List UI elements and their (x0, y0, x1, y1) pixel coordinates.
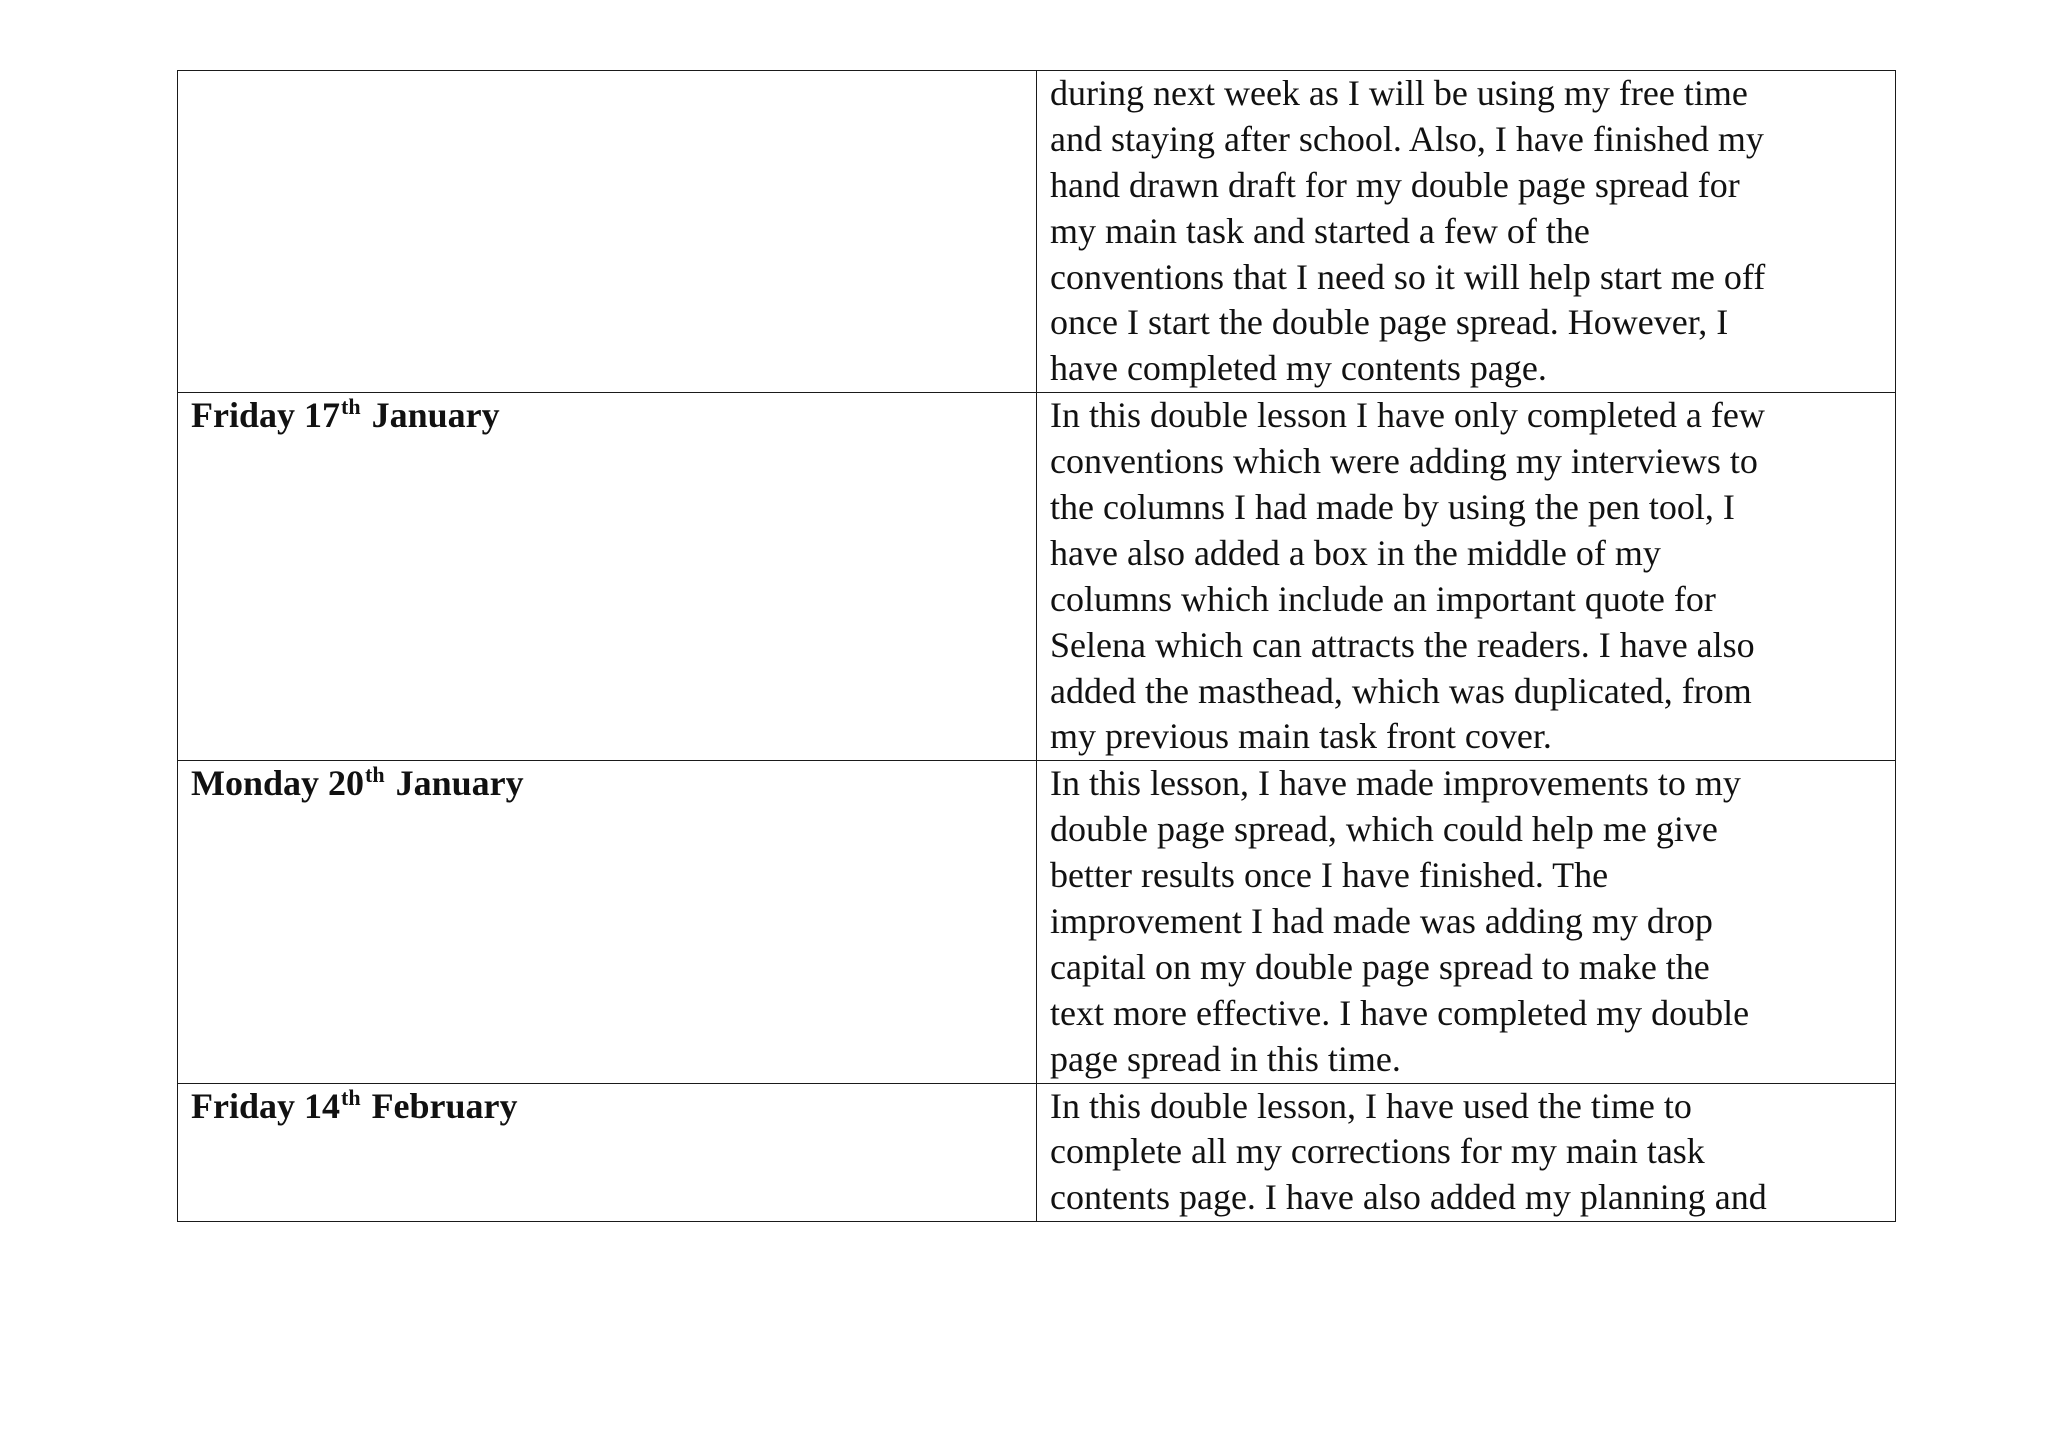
entry-line: columns which include an important quote for (1050, 578, 1716, 619)
date-cell (178, 761, 1037, 1083)
entry-line: improvement I had made was adding my drop (1050, 901, 1713, 942)
entry-line: and staying after school. Also, I have finished my (1050, 118, 1764, 159)
entry-cell (1037, 393, 1896, 761)
table-row (178, 393, 1896, 761)
entry-date: Monday 20th January (191, 762, 524, 804)
entry-line: conventions that I need so it will help start me off (1050, 256, 1766, 297)
entry-line: my previous main task front cover. (1050, 716, 1552, 757)
date-cell (178, 393, 1037, 761)
entry-line: capital on my double page spread to make the (1050, 946, 1710, 987)
entry-line: In this double lesson, I have used the time to (1050, 1085, 1692, 1126)
table-row (178, 761, 1896, 1083)
lesson-log-table (177, 70, 1896, 1222)
table-row (178, 1083, 1896, 1222)
date-cell (178, 1083, 1037, 1222)
entry-line: during next week as I will be using my free time (1050, 73, 1748, 113)
entry-line: page spread in this time. (1050, 1038, 1401, 1079)
entry-line: hand drawn draft for my double page spread for (1050, 164, 1740, 205)
entry-line: better results once I have finished. The (1050, 855, 1609, 896)
entry-line: have completed my contents page. (1050, 348, 1547, 389)
date-cell (178, 71, 1037, 393)
entry-cell (1037, 1083, 1896, 1222)
entry-line: double page spread, which could help me give (1050, 809, 1718, 850)
entry-line: once I start the double page spread. However, I (1050, 302, 1729, 343)
entry-line: my main task and started a few of the (1050, 210, 1590, 251)
entry-line: In this double lesson I have only completed a few (1050, 395, 1765, 436)
entry-line: text more effective. I have completed my double (1050, 992, 1750, 1033)
entry-cell (1037, 71, 1896, 393)
entry-line: contents page. I have also added my planning and (1050, 1177, 1767, 1218)
entry-date: Friday 14th February (191, 1084, 518, 1126)
entry-line: have also added a box in the middle of my (1050, 532, 1661, 573)
entry-line: In this lesson, I have made improvements to my (1050, 763, 1741, 804)
entry-line: conventions which were adding my interviews to (1050, 441, 1758, 482)
entry-line: Selena which can attracts the readers. I have also (1050, 624, 1755, 665)
entry-cell (1037, 761, 1896, 1083)
entry-line: added the masthead, which was duplicated, from (1050, 670, 1752, 711)
entry-line: complete all my corrections for my main task (1050, 1131, 1705, 1172)
table-row (178, 71, 1896, 393)
entry-date: Friday 17th January (191, 394, 500, 436)
entry-line: the columns I had made by using the pen tool, I (1050, 487, 1735, 528)
